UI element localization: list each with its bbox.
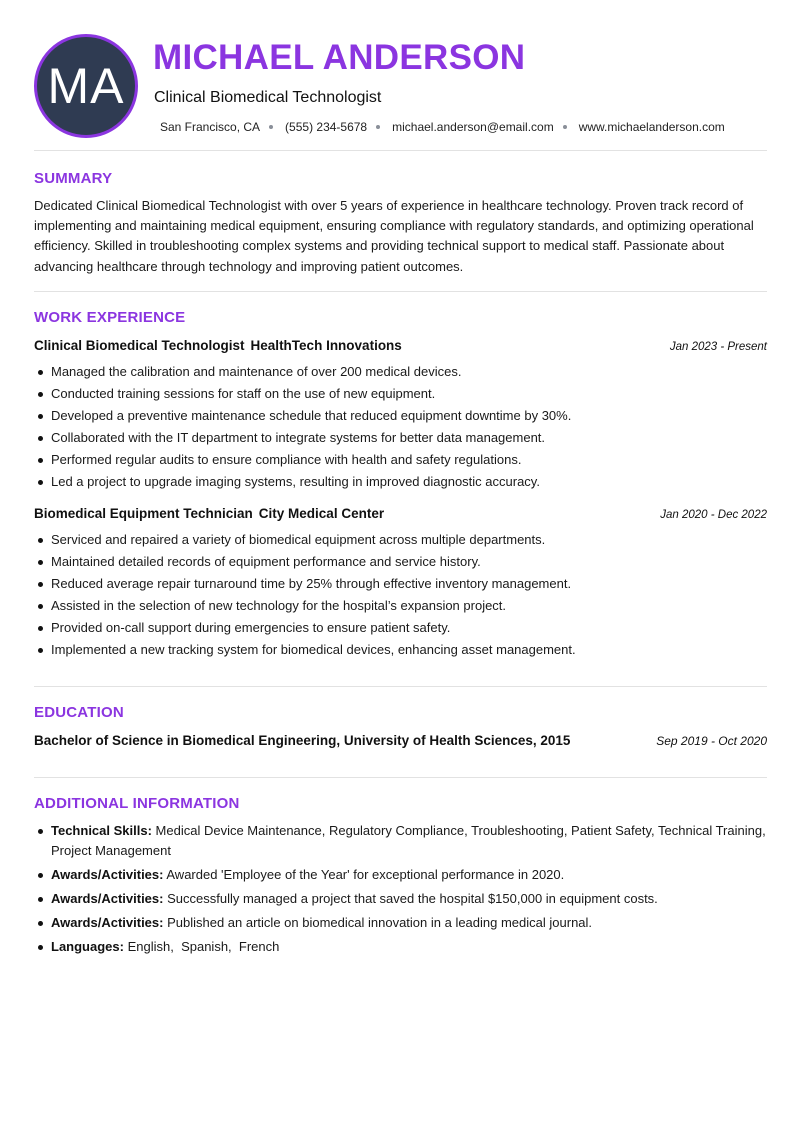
divider: [34, 686, 767, 687]
experience-heading: WORK EXPERIENCE: [34, 309, 186, 326]
divider: [34, 291, 767, 292]
list-item: Managed the calibration and maintenance of over 200 medical devices.: [34, 361, 767, 383]
list-item: Reduced average repair turnaround time by 25% through effective inventory management.: [34, 573, 767, 595]
additional-heading: ADDITIONAL INFORMATION: [34, 795, 240, 812]
job-role-line: [34, 506, 384, 521]
contact-phone: (555) 234-5678: [285, 120, 368, 134]
candidate-name: MICHAEL ANDERSON: [153, 38, 526, 77]
list-item: Maintained detailed records of equipment performance and service history.: [34, 551, 767, 573]
contact-website[interactable]: www.michaelanderson.com: [578, 120, 725, 134]
list-item: [34, 821, 767, 860]
avatar-initials: MA: [47, 58, 125, 114]
job-header: [34, 338, 767, 353]
candidate-title: Clinical Biomedical Technologist: [154, 89, 382, 106]
list-item: Provided on-call support during emergencies to ensure patient safety.: [34, 617, 767, 639]
item-label: Awards/Activities:: [51, 914, 164, 930]
job-role-line: [34, 338, 402, 353]
additional-list: [34, 821, 767, 961]
job-header: [34, 506, 767, 521]
list-item: Led a project to upgrade imaging systems, resulting in improved diagnostic accuracy.: [34, 471, 767, 493]
education-dates: Sep 2019 - Oct 2020: [656, 734, 767, 748]
list-item: [34, 937, 767, 957]
separator-dot: [269, 125, 273, 129]
education-degree: Bachelor of Science in Biomedical Engineering, University of Health Sciences, 2015: [34, 733, 571, 748]
job-company: City Medical Center: [258, 506, 385, 521]
job-dates: Jan 2020 - Dec 2022: [660, 509, 767, 521]
separator-dot: [376, 125, 380, 129]
job-bullets: [34, 361, 767, 493]
item-label: Languages:: [51, 938, 124, 954]
list-item: Performed regular audits to ensure compliance with health and safety regulations.: [34, 449, 767, 471]
item-label: Technical Skills:: [51, 823, 152, 838]
contact-location: San Francisco, CA: [160, 120, 261, 134]
item-label: Awards/Activities:: [51, 890, 164, 906]
list-item: Collaborated with the IT department to integrate systems for better data management.: [34, 427, 767, 449]
job-bullets: [34, 529, 767, 661]
item-text: Medical Device Maintenance, Regulatory Compliance, Troubleshooting, Patient Safety, Technical Training, Project Management: [51, 823, 766, 858]
summary-text: Dedicated Clinical Biomedical Technologist with over 5 years of experience in healthcare technology. Proven track record of implementing and maintaining medical equipment, ensuring compliance with regulatory standards, and optimizing operational efficiency. Skilled in troubleshooting complex systems and providing technical support to medical staff. Passionate about advancing healthcare through technology and improving patient outcomes.: [34, 198, 754, 274]
list-item: Serviced and repaired a variety of biomedical equipment across multiple departments.: [34, 529, 767, 551]
avatar: [34, 34, 138, 138]
item-label: Awards/Activities:: [51, 866, 164, 882]
list-item: Assisted in the selection of new technology for the hospital’s expansion project.: [34, 595, 767, 617]
list-item: Developed a preventive maintenance schedule that reduced equipment downtime by 30%.: [34, 405, 767, 427]
item-text: Published an article on biomedical innovation in a leading medical journal.: [167, 914, 593, 930]
list-item: [34, 865, 767, 885]
summary-heading: SUMMARY: [34, 170, 113, 187]
job-role: Biomedical Equipment Technician: [34, 506, 253, 521]
item-text: Successfully managed a project that saved the hospital $150,000 in equipment costs.: [167, 890, 658, 906]
list-item: Conducted training sessions for staff on the use of new equipment.: [34, 383, 767, 405]
separator-dot: [563, 125, 567, 129]
item-text: Awarded 'Employee of the Year' for exceptional performance in 2020.: [166, 866, 565, 882]
education-entry: [34, 733, 767, 748]
list-item: [34, 913, 767, 933]
job-company: HealthTech Innovations: [250, 338, 402, 353]
list-item: Implemented a new tracking system for biomedical devices, enhancing asset management.: [34, 639, 767, 661]
contact-bar: [160, 120, 725, 134]
divider: [34, 150, 767, 151]
item-text: English, Spanish, French: [127, 938, 280, 954]
education-heading: EDUCATION: [34, 704, 124, 721]
contact-email[interactable]: michael.anderson@email.com: [392, 120, 554, 134]
divider: [34, 777, 767, 778]
list-item: [34, 889, 767, 909]
job-dates: Jan 2023 - Present: [669, 341, 767, 353]
job-role: Clinical Biomedical Technologist: [34, 338, 245, 353]
